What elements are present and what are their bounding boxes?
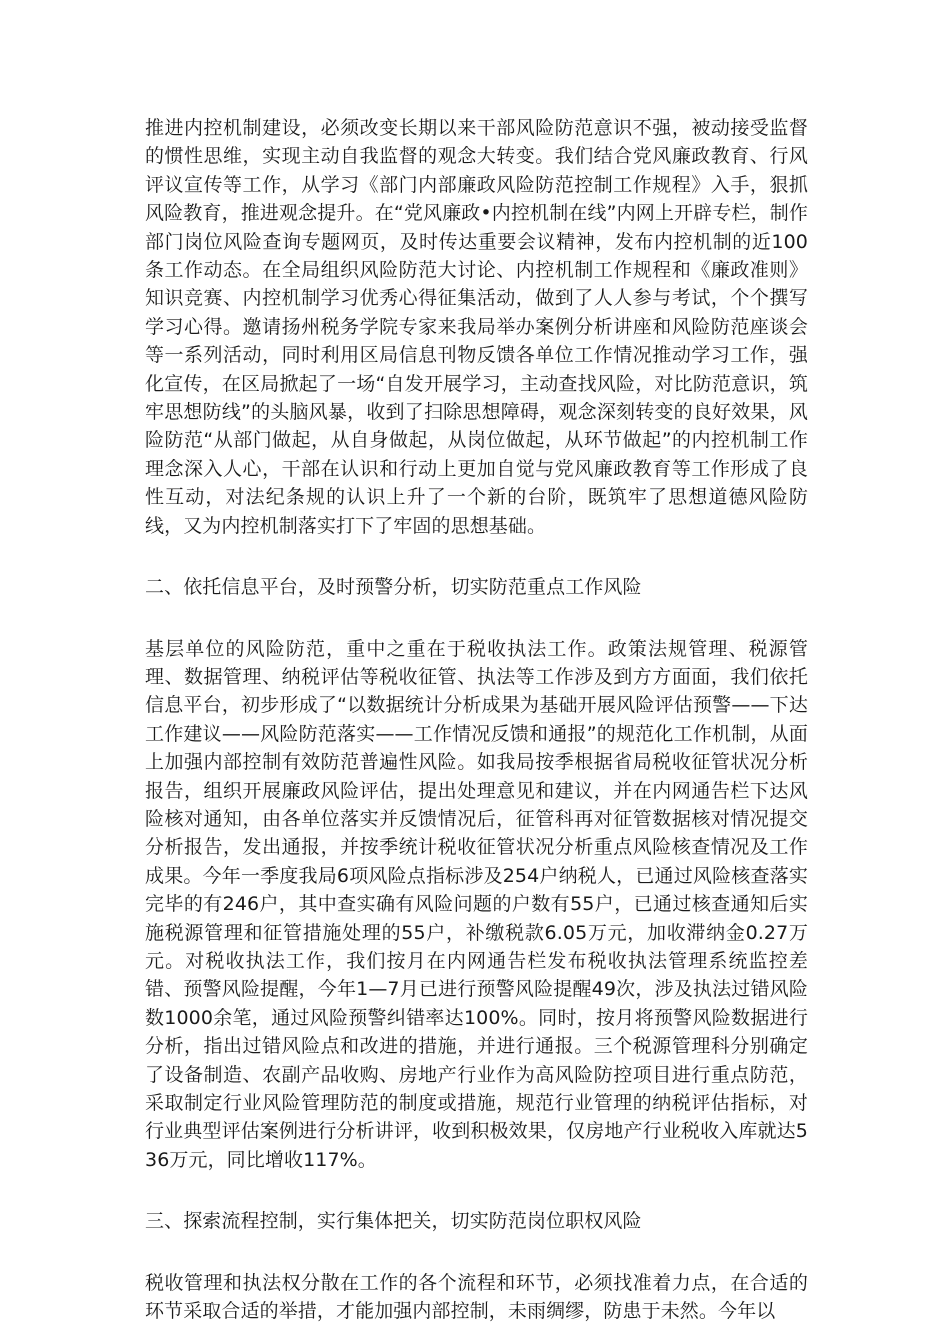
paragraph-gap [145,602,808,635]
paragraph-process-control: 税收管理和执法权分散在工作的各个流程和环节，必须找准着力点，在合适的环节采取合适的举措，才能加强内部控制，未雨绸缪，防患于未然。今年以 [145,1271,808,1323]
document-page [145,114,808,1325]
paragraph-gap [145,540,808,573]
section-heading-3: 三、探索流程控制，实行集体把关，切实防范岗位职权风险 [145,1210,642,1233]
paragraph-risk-warning: 基层单位的风险防范，重中之重在于税收执法工作。政策法规管理、税源管理、数据管理、纳税评估等税收征管、执法等工作涉及到方方面面，我们依托信息平台，初步形成了“以数据统计分析成果为基础开展风险评估预警——下达工作建议——风险防范落实——工作情况反馈和通报”的规范化工作机制，从面上加强内部控制有效防范普遍性风险。如我局按季根据省局税收征管状况分析报告，组织开展廉政风险评估，提出处理意见和建议，并在内网通告栏下达风险核对通知，由各单位落实并反馈情况后，征管科再对征管数据核对情况提交分析报告，发出通报，并按季统计税收征管状况分析重点风险核查情况及工作成果。今年一季度我局6项风险点指标涉及254户纳税人，已通过风险核查落实完毕的有246户，其中查实确有风险问题的户数有55户，已通过核查通知后实施税源管理和征管措施处理的55户，补缴税款6.05万元，加收滞纳金0.27万元。对税收执法工作，我们按月在内网通告栏发布税收执法管理系统监控差错、预警风险提醒，今年1—7月已进行预警风险提醒49次，涉及执法过错风险数1000余笔，通过风险预警纠错率达100%。同时，按月将预警风险数据进行分析，指出过错风险点和改进的措施，并进行通报。三个税源管理科分别确定了设备制造、农副产品收购、房地产行业作为高风险防控项目进行重点防范，采取制定行业风险管理防范的制度或措施，规范行业管理的纳税评估指标，对行业典型评估案例进行分析讲评，收到积极效果，仅房地产行业税收入库就达536万元，同比增收117%。 [145,637,808,1171]
paragraph-gap [145,1174,808,1207]
paragraph-gap [145,1236,808,1269]
paragraph-internal-control-education: 推进内控机制建设，必须改变长期以来干部风险防范意识不强，被动接受监督的惯性思维，实现主动自我监督的观念大转变。我们结合党风廉政教育、行风评议宣传等工作，从学习《部门内部廉政风险防范控制工作规程》入手，狠抓风险教育，推进观念提升。在“党风廉政•内控机制在线”内网上开辟专栏，制作部门岗位风险查询专题网页，及时传达重要会议精神，发布内控机制的近100条工作动态。在全局组织风险防范大讨论、内控机制工作规程和《廉政准则》知识竞赛、内控机制学习优秀心得征集活动，做到了人人参与考试，个个撰写学习心得。邀请扬州税务学院专家来我局举办案例分析讲座和风险防范座谈会等一系列活动，同时利用区局信息刊物反馈各单位工作情况推动学习工作，强化宣传，在区局掀起了一场“自发开展学习，主动查找风险，对比防范意识，筑牢思想防线”的头脑风暴，收到了扫除思想障碍，观念深刻转变的良好效果，风险防范“从部门做起，从自身做起，从岗位做起，从环节做起”的内控机制工作理念深入人心，干部在认识和行动上更加自觉与党风廉政教育等工作形成了良性互动，对法纪条规的认识上升了一个新的台阶，既筑牢了思想道德风险防线，又为内控机制落实打下了牢固的思想基础。 [145,117,808,537]
section-heading-2: 二、依托信息平台，及时预警分析，切实防范重点工作风险 [145,576,642,599]
